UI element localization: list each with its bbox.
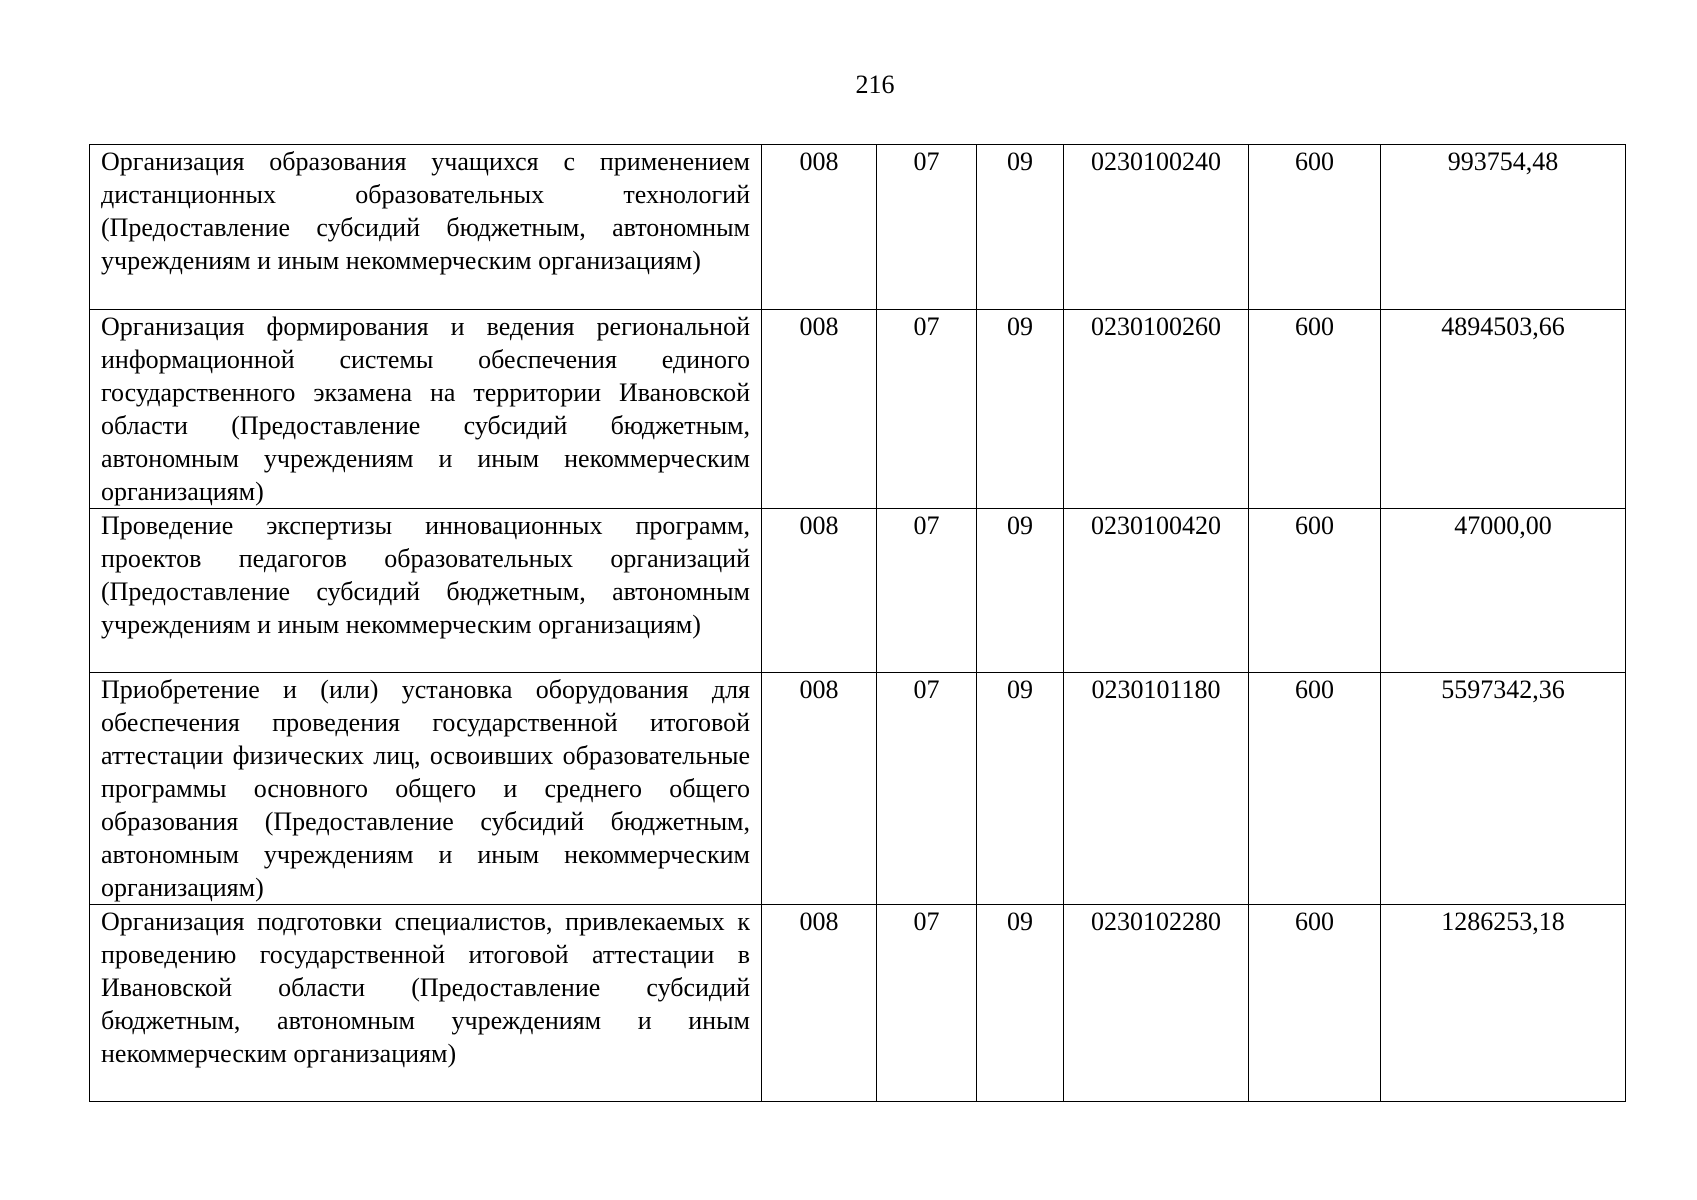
- subsection-code: 09: [977, 673, 1064, 905]
- ministry-code: 008: [762, 905, 877, 1102]
- amount: 5597342,36: [1381, 673, 1626, 905]
- expense-type-code: 600: [1249, 673, 1381, 905]
- section-code: 07: [877, 310, 977, 509]
- subsection-code: 09: [977, 509, 1064, 673]
- section-code: 07: [877, 673, 977, 905]
- budget-table: [89, 144, 1626, 1102]
- ministry-code: 008: [762, 310, 877, 509]
- section-code: 07: [877, 145, 977, 310]
- row-description: Проведение экспертизы инновационных программ, проектов педагогов образовательных организаций (Предоставление субсидий бюджетным, автономным учреждениям и иным некоммерческим организациям): [90, 509, 762, 673]
- expense-type-code: 600: [1249, 509, 1381, 673]
- expense-type-code: 600: [1249, 905, 1381, 1102]
- table-row: [90, 905, 1626, 1102]
- amount: 993754,48: [1381, 145, 1626, 310]
- target-article-code: 0230100260: [1064, 310, 1249, 509]
- ministry-code: 008: [762, 509, 877, 673]
- row-description: Организация подготовки специалистов, привлекаемых к проведению государственной итоговой аттестации в Ивановской области (Предоставление субсидий бюджетным, автономным учреждениям и иным некоммерческим организациям): [90, 905, 762, 1102]
- table-row: [90, 509, 1626, 673]
- target-article-code: 0230102280: [1064, 905, 1249, 1102]
- amount: 1286253,18: [1381, 905, 1626, 1102]
- section-code: 07: [877, 509, 977, 673]
- target-article-code: 0230101180: [1064, 673, 1249, 905]
- ministry-code: 008: [762, 145, 877, 310]
- table-row: [90, 145, 1626, 310]
- target-article-code: 0230100420: [1064, 509, 1249, 673]
- subsection-code: 09: [977, 905, 1064, 1102]
- amount: 47000,00: [1381, 509, 1626, 673]
- amount: 4894503,66: [1381, 310, 1626, 509]
- expense-type-code: 600: [1249, 310, 1381, 509]
- table-row: [90, 310, 1626, 509]
- row-description: Организация формирования и ведения региональной информационной системы обеспечения единого государственного экзамена на территории Ивановской области (Предоставление субсидий бюджетным, автономным учреждениям и иным некоммерческим организациям): [90, 310, 762, 509]
- target-article-code: 0230100240: [1064, 145, 1249, 310]
- ministry-code: 008: [762, 673, 877, 905]
- row-description: Приобретение и (или) установка оборудования для обеспечения проведения государственной итоговой аттестации физических лиц, освоивших образовательные программы основного общего и среднего общего образования (Предоставление субсидий бюджетным, автономным учреждениям и иным некоммерческим организациям): [90, 673, 762, 905]
- row-description: Организация образования учащихся с применением дистанционных образовательных технологий (Предоставление субсидий бюджетным, автономным учреждениям и иным некоммерческим организациям): [90, 145, 762, 310]
- page-number: 216: [855, 70, 895, 99]
- subsection-code: 09: [977, 310, 1064, 509]
- section-code: 07: [877, 905, 977, 1102]
- subsection-code: 09: [977, 145, 1064, 310]
- table-row: [90, 673, 1626, 905]
- expense-type-code: 600: [1249, 145, 1381, 310]
